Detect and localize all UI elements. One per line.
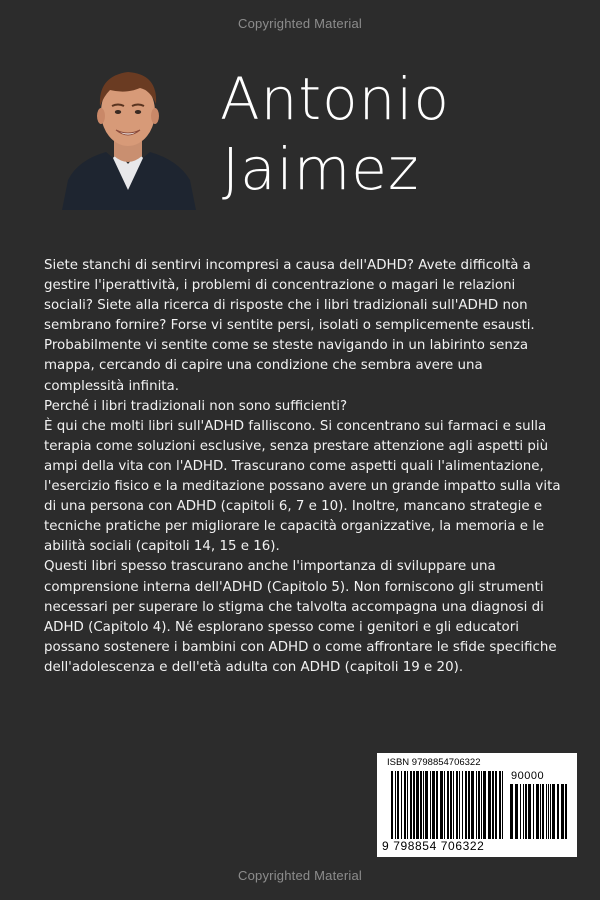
barcode-bar [456,771,458,839]
barcode-bar [453,771,454,839]
barcode-bar [471,771,474,839]
barcode-bar [465,771,467,839]
blurb-paragraph: Questi libri spesso trascurano anche l'importanza di sviluppare una comprensione interna dell'ADHD (Capitolo 5). Non forniscono gli strumenti necessari per superare lo stigma che talvolta accompagna una diagnosi di ADHD (Capitolo 4). Né esplorano spesso come i genitori e gli educatori possano sostenere i bambini con ADHD o come affrontare le sfide specifiche dell'adolescenza e dell'età adulta con ADHD (capitoli 19 e 20). [44,559,557,675]
barcode-bar [525,784,527,839]
barcode-bar [565,784,567,839]
barcode-bar [450,771,452,839]
barcode-bar [481,771,482,839]
barcode-bar [499,771,501,839]
barcode-bar [542,784,544,839]
barcode-bar [557,784,559,839]
barcode-bars [391,771,503,839]
barcode-bar [510,784,513,839]
price-code: 90000 [511,770,545,782]
barcode-bar [430,771,431,839]
barcode-bar [416,771,419,839]
isbn-barcode [377,753,577,857]
barcode-bar [459,771,460,839]
barcode-addon-bars [510,784,570,839]
watermark-top: Copyrighted Material [238,16,362,31]
barcode-bar [444,771,445,839]
barcode-bar [440,771,443,839]
barcode-bar [502,771,503,839]
barcode-bar [515,784,518,839]
barcode-bar [546,784,547,839]
barcode-bar [540,784,541,839]
barcode-bar [410,771,412,839]
barcode-bar [476,771,477,839]
isbn-label: ISBN 9798854706322 [387,757,481,768]
blurb-paragraph: Siete stanchi di sentirvi incompresi a causa dell'ADHD? Avete difficoltà a gestire l'iperattività, i problemi di concentrazione o magari le relazioni sociali? Siete alla ricerca di risposte che i libri tradizionali sull'ADHD non sembrano fornire? Forse vi sentite persi, isolati o semplicemente esausti. Probabilmente vi sentite come se steste navigando in un labirinto senza mappa, cercando di capire una condizione che sembra avere una complessità infinita. [44,258,535,394]
author-last-name: Jaimez [222,135,420,203]
blurb-paragraph: Perché i libri tradizionali non sono sufficienti? [44,398,348,414]
barcode-bar [523,784,524,839]
barcode-bar [436,771,438,839]
barcode-bar [533,784,534,839]
barcode-bar [478,771,480,839]
barcode-bar [468,771,470,839]
barcode-bar [528,784,531,839]
barcode-bar [447,771,449,839]
barcode-bar [561,784,564,839]
blurb-paragraph: È qui che molti libri sull'ADHD falliscono. Si concentrano sui farmaci e sulla terapia come soluzioni esclusive, senza prestare attenzione agli aspetti più ampi della vita con l'ADHD. Trascurano come aspetti quali l'alimentazione, l'esercizio fisico e la meditazione possano avere un grande impatto sulla vita di una persona con ADHD (capitoli 6, 7 e 10). Inoltre, mancano strategie e tecniche pratiche per migliorare le capacità organizzative, la memoria e le abilità sociali (capitoli 14, 15 e 16). [44,418,561,555]
barcode-bar [404,771,406,839]
barcode-bar [483,771,486,839]
barcode-bar [423,771,424,839]
barcode-bar [520,784,521,839]
barcode-bar [536,784,539,839]
author-first-name: Antonio [220,65,451,133]
barcode-bar [391,771,393,839]
isbn-digits: 9 798854 706322 [382,839,485,853]
barcode-bar [495,771,497,839]
barcode-bar [488,771,491,839]
barcode-bar [401,771,402,839]
barcode-bar [420,771,422,839]
barcode-bar [425,771,428,839]
barcode-bar [397,771,399,839]
barcode-bar [432,771,435,839]
barcode-bar [550,784,551,839]
barcode-bar [395,771,396,839]
author-photo [58,60,198,210]
watermark-bottom: Copyrighted Material [238,868,362,883]
barcode-bar [552,784,555,839]
barcode-bar [548,784,549,839]
barcode-bar [407,771,408,839]
barcode-bar [413,771,415,839]
barcode-bar [492,771,494,839]
barcode-bar [462,771,463,839]
back-cover-blurb [44,256,564,678]
